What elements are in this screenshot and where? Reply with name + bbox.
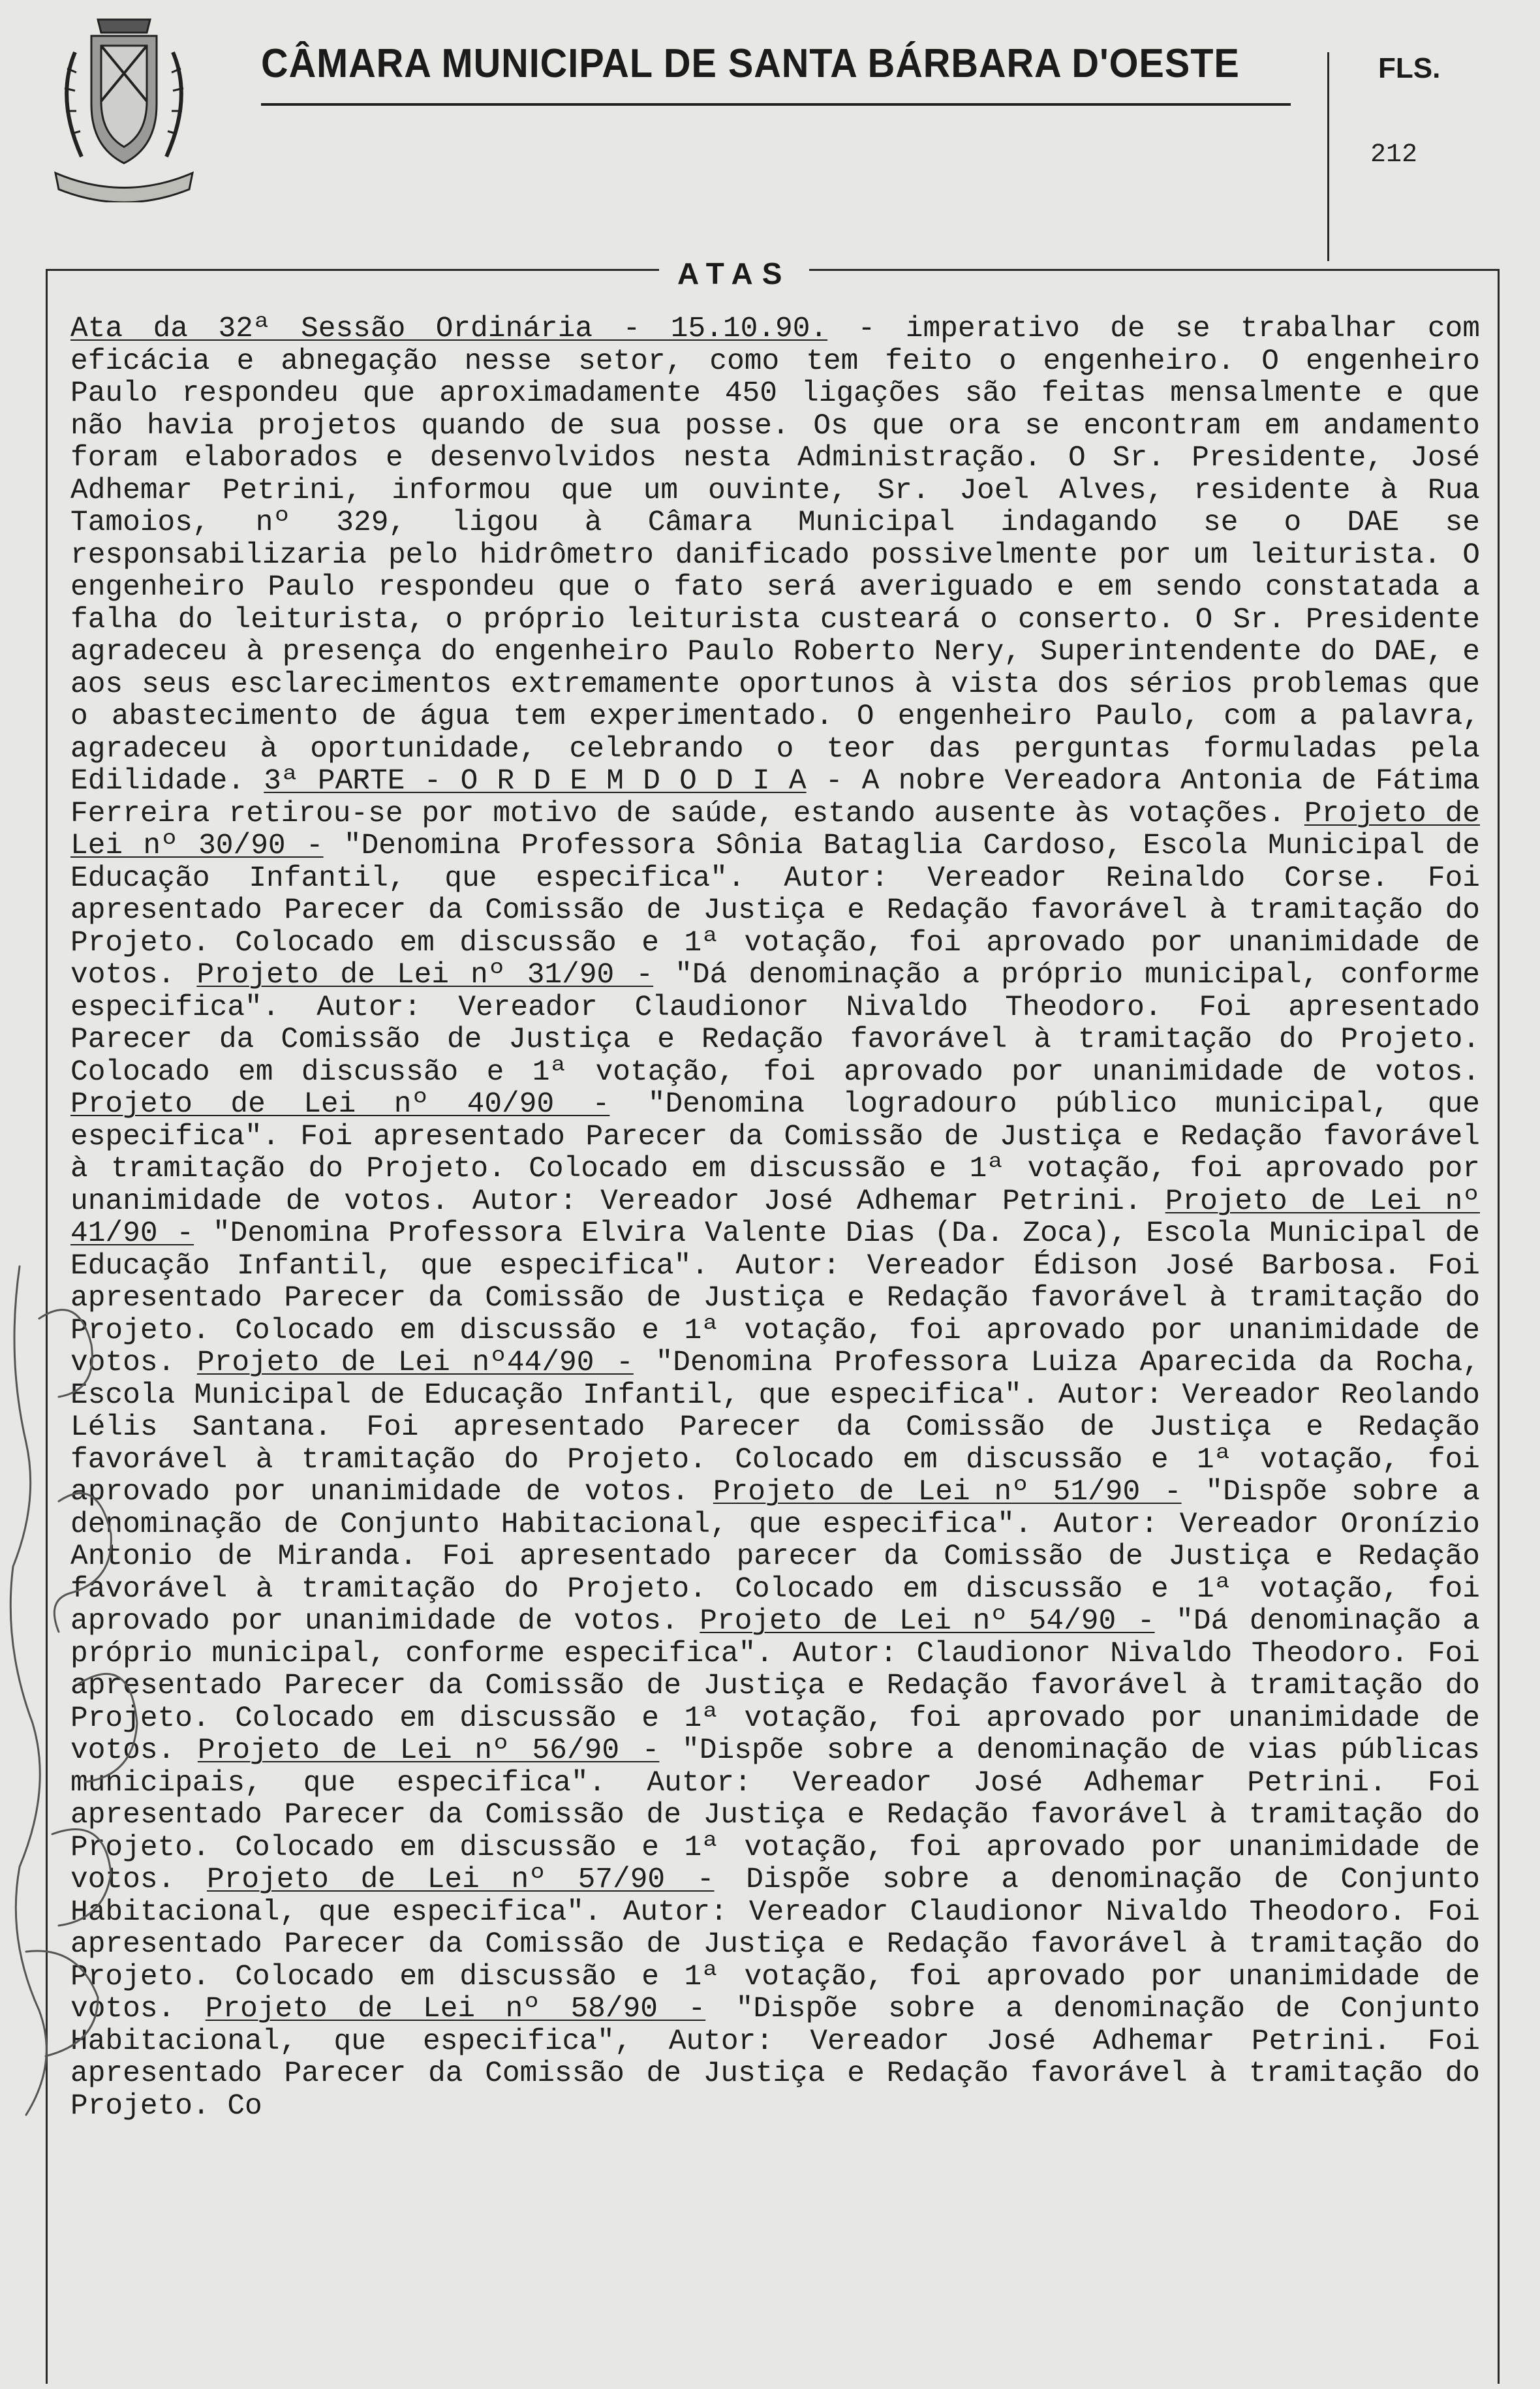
handwritten-signature-icon bbox=[0, 1227, 150, 2128]
underlined-heading: Projeto de Lei nº 56/90 - bbox=[197, 1734, 660, 1767]
minutes-text: "Dispõe sobre a denominação de vias públicas municipais, que especifica". Autor: Vereador José Adhemar Petrini. Foi apresentado Parecer da Comissão de Justiça e Redação favorável à tramitação do Projeto. Colocado em discussão e 1ª votação, foi aprovado por unanimidade de votos. bbox=[70, 1734, 1480, 1896]
minutes-text: "Denomina Professora Luiza Aparecida da Rocha, Escola Municipal de Educação Infantil, que especifica". Autor: Vereador Reolando Lélis Santana. Foi apresentado Parecer da Comissão de Justiça e Redação favorável à tramitação do Projeto. Colocado em discussão e 1ª votação, foi aprovado por unanimidade de votos. bbox=[70, 1347, 1480, 1508]
underlined-heading: 3ª PARTE - O R D E M D O D I A bbox=[264, 765, 807, 798]
minutes-text: "Denomina logradouro público municipal, que especifica". Foi apresentado Parecer da Comissão de Justiça e Redação favorável à tramitação do Projeto. Colocado em discussão e 1ª votação, foi aprovado por unanimidade de votos. Autor: Vereador José Adhemar Petrini. bbox=[70, 1088, 1480, 1218]
municipal-coat-of-arms-icon bbox=[36, 7, 212, 202]
institution-title: CÂMARA MUNICIPAL DE SANTA BÁRBARA D'OESTE bbox=[261, 41, 1240, 86]
minutes-text: "Dispõe sobre a denominação de Conjunto Habitacional, que especifica". Autor: Vereador Oronízio Antonio de Miranda. Foi apresentado parecer da Comissão de Justiça e Redação favorável à tramitação do Projeto. Colocado em discussão e 1ª votação, foi aprovado por unanimidade de votos. bbox=[70, 1476, 1480, 1638]
minutes-text: "Dá denominação a próprio municipal, conforme especifica". Autor: Claudionor Nivaldo Theodoro. Foi apresentado Parecer da Comissão de Justiça e Redação favorável à tramitação do Projeto. Colocado em discussão e 1ª votação, foi aprovado por unanimidade de votos. bbox=[70, 1605, 1481, 1767]
minutes-text: "Dispõe sobre a denominação de Conjunto Habitacional, que especifica", Autor: Vereador José Adhemar Petrini. Foi apresentado Parecer da Comissão de Justiça e Redação favorável à tramitação do Projeto. Co bbox=[70, 1993, 1480, 2123]
minutes-text: - A nobre Vereadora Antonia de Fátima Ferreira retirou-se por motivo de saúde, estando ausente às votações. bbox=[70, 765, 1480, 830]
underlined-heading: Projeto de Lei nº 54/90 - bbox=[700, 1605, 1155, 1638]
underlined-heading: Projeto de Lei nº44/90 - bbox=[196, 1347, 634, 1379]
minutes-text: - imperativo de se trabalhar com eficácia e abnegação nesse setor, como tem feito o engenheiro. O engenheiro Paulo respondeu que aproximadamente 450 ligações são feitas mensalmente e que não havia projetos quando de sua posse. Os que ora se encontram em andamento foram elaborados e desenvolvidos nesta Administração. O Sr. Presidente, José Adhemar Petrini, informou que um ouvinte, Sr. Joel Alves, residente à Rua Tamoios, nº 329, ligou à Câmara Municipal indagando se o DAE se responsabilizaria pelo hidrômetro danificado possivelmente por um leiturista. O engenheiro Paulo respondeu que o fato será averiguado e em sendo constatada a falha do leiturista, o próprio leiturista custeará o conserto. O Sr. Presidente agradeceu à presença do engenheiro Paulo Roberto Nery, Superintendente do DAE, e aos seus esclarecimentos extremamente oportunos à vista dos sérios problemas que o abastecimento de água tem experimentado. O engenheiro Paulo, com a palavra, agradeceu à oportunidade, celebrando o teor das perguntas formuladas pela Edilidade. bbox=[70, 313, 1480, 798]
header-rule bbox=[261, 103, 1291, 106]
underlined-heading: Ata da 32ª Sessão Ordinária - 15.10.90. bbox=[70, 313, 828, 345]
underlined-heading: Projeto de Lei nº 30/90 - bbox=[70, 797, 1480, 862]
folio-divider bbox=[1327, 52, 1329, 261]
underlined-heading: Projeto de Lei nº 57/90 - bbox=[206, 1864, 715, 1896]
underlined-heading: Projeto de Lei nº 41/90 - bbox=[70, 1185, 1480, 1250]
minutes-text: "Denomina Professora Sônia Bataglia Cardoso, Escola Municipal de Educação Infantil, que especifica". Autor: Vereador Reinaldo Corse. Foi apresentado Parecer da Comissão de Justiça e Redação favorável à tramitação do Projeto. Colocado em discussão e 1ª votação, foi aprovado por unanimidade de votos. bbox=[70, 830, 1480, 992]
section-title: ATAS bbox=[659, 256, 809, 291]
underlined-heading: Projeto de Lei nº 40/90 - bbox=[70, 1088, 610, 1121]
underlined-heading: Projeto de Lei nº 31/90 - bbox=[196, 959, 654, 992]
underlined-heading: Projeto de Lei nº 51/90 - bbox=[713, 1476, 1182, 1508]
folio-number: 212 bbox=[1370, 140, 1418, 170]
minutes-text: "Denomina Professora Elvira Valente Dias (Da. Zoca), Escola Municipal de Educação Infantil, que especifica". Autor: Vereador Édison José Barbosa. Foi apresentado Parecer da Comissão de Justiça e Redação favorável à tramitação do Projeto. Colocado em discussão e 1ª votação, foi aprovado por unanimidade de votos. bbox=[70, 1217, 1481, 1379]
folio-label: FLS. bbox=[1378, 52, 1441, 84]
minutes-text: Dispõe sobre a denominação de Conjunto Habitacional, que especifica". Autor: Vereador Claudionor Nivaldo Theodoro. Foi apresentado Parecer da Comissão de Justiça e Redação favorável à tramitação do Projeto. Colocado em discussão e 1ª votação, foi aprovado por unanimidade de votos. bbox=[70, 1864, 1481, 2025]
minutes-body bbox=[70, 313, 1480, 2123]
underlined-heading: Projeto de Lei nº 58/90 - bbox=[205, 1993, 706, 2025]
minutes-text: "Dá denominação a próprio municipal, conforme especifica". Autor: Vereador Claudionor Nivaldo Theodoro. Foi apresentado Parecer da Comissão de Justiça e Redação favorável à tramitação do Projeto. Colocado em discussão e 1ª votação, foi aprovado por unanimidade de votos. bbox=[70, 959, 1481, 1089]
